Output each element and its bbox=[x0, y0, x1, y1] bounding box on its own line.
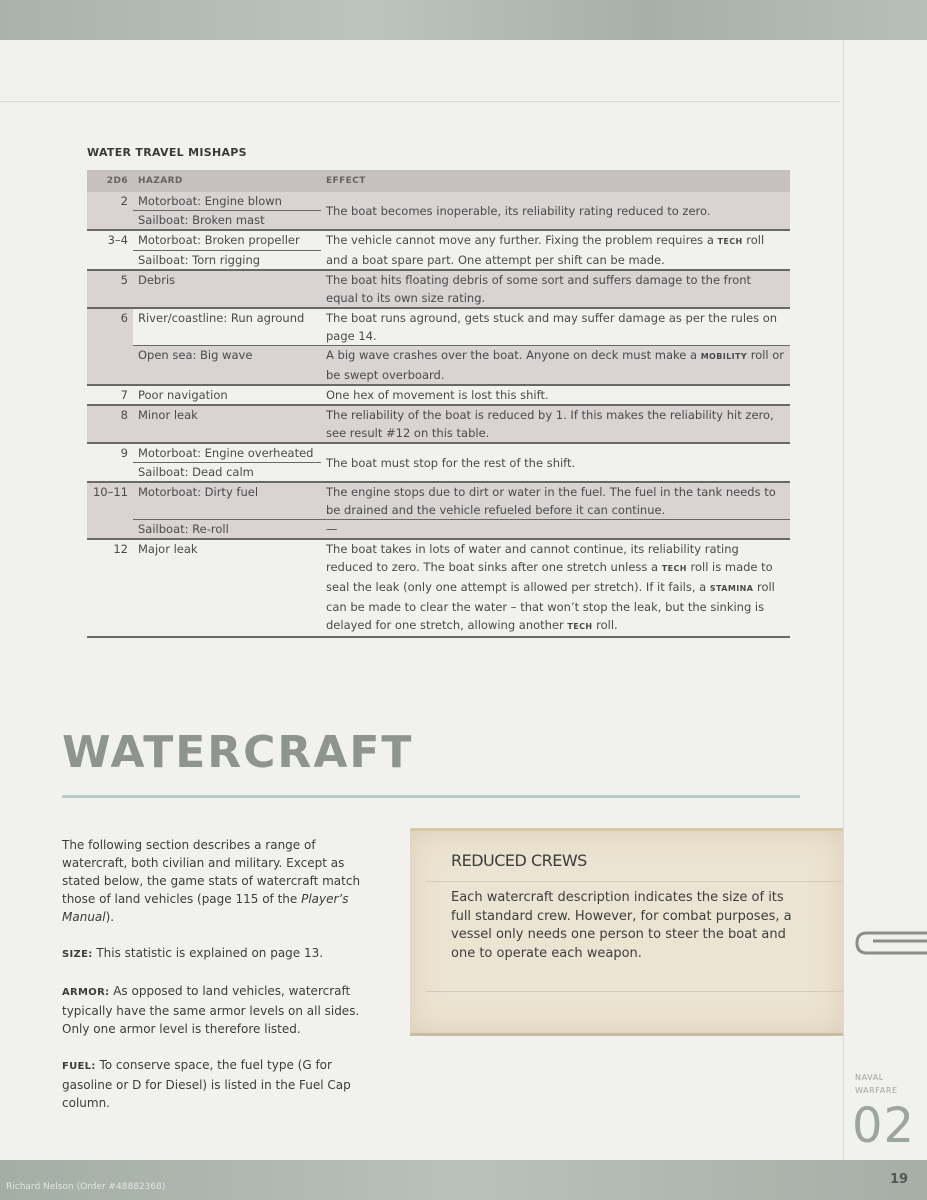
col-header-hazard: HAZARD bbox=[133, 170, 321, 192]
book-reference: Player’s Manual bbox=[62, 892, 349, 924]
table-row bbox=[87, 346, 790, 386]
hazard-cell: Motorboat: Dirty fuel bbox=[133, 482, 321, 520]
chapter-label bbox=[855, 1071, 898, 1097]
table-row bbox=[87, 405, 790, 443]
hazard-cell: Debris bbox=[133, 270, 321, 308]
page-number: 19 bbox=[890, 1172, 909, 1187]
effect-text: roll can be made to clear the water – that won’t stop the leak, but the sinking is delayed for one stretch, allowing another bbox=[326, 580, 775, 632]
section-title: WATERCRAFT bbox=[62, 727, 414, 778]
paperclip-icon bbox=[853, 925, 927, 961]
mishaps-table bbox=[87, 170, 790, 638]
title-rule bbox=[62, 795, 800, 798]
skill-name: TECH bbox=[567, 622, 593, 631]
armor-paragraph bbox=[62, 982, 384, 1038]
hazard-cell: River/coastline: Run aground bbox=[133, 308, 321, 346]
skill-name: MOBILITY bbox=[700, 352, 748, 361]
table-row bbox=[87, 482, 790, 520]
roll-cell: 10–11 bbox=[87, 482, 133, 539]
fuel-text: To conserve space, the fuel type (G for gasoline or D for Diesel) is listed in the Fuel Cap column. bbox=[62, 1058, 351, 1110]
intro-text: The following section describes a range of watercraft, both civilian and military. Except as stated below, the game stats of watercraft match those of land vehicles (page 115 of the bbox=[62, 838, 361, 906]
effect-cell: The reliability of the boat is reduced by 1. If this makes the reliability hit zero, see result #12 on this table. bbox=[321, 405, 790, 443]
hazard-cell: Poor navigation bbox=[133, 385, 321, 405]
table-row bbox=[87, 539, 790, 637]
hazard-cell: Minor leak bbox=[133, 405, 321, 443]
fuel-label: FUEL: bbox=[62, 1061, 96, 1072]
footer-watermark: Richard Nelson (Order #48882368) bbox=[6, 1182, 166, 1192]
effect-cell bbox=[321, 230, 790, 270]
col-header-2d6: 2D6 bbox=[87, 170, 133, 192]
table-row bbox=[87, 520, 790, 540]
body-text bbox=[62, 836, 384, 1130]
hazard-cell: Open sea: Big wave bbox=[133, 346, 321, 386]
roll-cell: 2 bbox=[87, 192, 133, 230]
effect-text: The boat takes in lots of water and cannot continue, its reliability rating reduced to zero. The boat sinks after one stretch unless a bbox=[326, 542, 739, 574]
skill-name: TECH bbox=[661, 564, 687, 573]
roll-cell: 12 bbox=[87, 539, 133, 637]
roll-cell: 7 bbox=[87, 385, 133, 405]
sidebar-rule bbox=[426, 991, 843, 992]
intro-paragraph bbox=[62, 836, 384, 926]
armor-text: As opposed to land vehicles, watercraft typically have the same armor levels on all sides. Only one armor level is therefore listed. bbox=[62, 984, 360, 1036]
chapter-number: 02 bbox=[852, 1098, 916, 1154]
chapter-label-line: NAVAL bbox=[855, 1073, 884, 1082]
effect-text: The vehicle cannot move any further. Fixing the problem requires a bbox=[326, 233, 718, 247]
table-row bbox=[87, 308, 790, 346]
table-header-row bbox=[87, 170, 790, 192]
hazard-cell: Motorboat: Broken propeller bbox=[133, 230, 321, 250]
roll-cell: 8 bbox=[87, 405, 133, 443]
chapter-label-line: WARFARE bbox=[855, 1086, 898, 1095]
table-row bbox=[87, 443, 790, 463]
effect-text: A big wave crashes over the boat. Anyone on deck must make a bbox=[326, 348, 701, 362]
hazard-cell: Sailboat: Re-roll bbox=[133, 520, 321, 540]
reduced-crews-sidebar bbox=[410, 828, 843, 1036]
armor-label: ARMOR: bbox=[62, 987, 110, 998]
effect-text: roll. bbox=[592, 618, 618, 632]
effect-cell: — bbox=[321, 520, 790, 540]
table-row bbox=[87, 192, 790, 211]
guide-line bbox=[0, 101, 840, 102]
hazard-cell: Sailboat: Broken mast bbox=[133, 211, 321, 231]
hazard-cell: Motorboat: Engine overheated bbox=[133, 443, 321, 463]
size-text: This statistic is explained on page 13. bbox=[92, 946, 324, 960]
effect-cell: The boat must stop for the rest of the shift. bbox=[321, 443, 790, 482]
top-banner bbox=[0, 0, 927, 40]
col-header-effect: EFFECT bbox=[321, 170, 790, 192]
table-title: WATER TRAVEL MISHAPS bbox=[87, 146, 247, 159]
table-row bbox=[87, 385, 790, 405]
effect-cell: One hex of movement is lost this shift. bbox=[321, 385, 790, 405]
roll-cell: 9 bbox=[87, 443, 133, 482]
size-paragraph bbox=[62, 944, 384, 964]
effect-text: roll is made to seal the leak (only one attempt is allowed per stretch). If it fails, a bbox=[326, 560, 773, 594]
skill-name: STAMINA bbox=[709, 584, 754, 593]
hazard-cell: Sailboat: Dead calm bbox=[133, 463, 321, 483]
effect-text: roll or be swept overboard. bbox=[326, 348, 785, 382]
table-row bbox=[87, 270, 790, 308]
guide-line bbox=[843, 40, 844, 1160]
intro-text: ). bbox=[105, 910, 115, 924]
effect-cell: The boat becomes inoperable, its reliability rating reduced to zero. bbox=[321, 192, 790, 230]
roll-cell: 3–4 bbox=[87, 230, 133, 270]
fuel-paragraph bbox=[62, 1056, 384, 1112]
effect-cell: The boat runs aground, gets stuck and may suffer damage as per the rules on page 14. bbox=[321, 308, 790, 346]
effect-cell: The engine stops due to dirt or water in the fuel. The fuel in the tank needs to be drained and the vehicle refueled before it can continue. bbox=[321, 482, 790, 520]
hazard-cell: Motorboat: Engine blown bbox=[133, 192, 321, 211]
roll-cell: 6 bbox=[87, 308, 133, 385]
sidebar-rule bbox=[426, 881, 843, 882]
sidebar-title: REDUCED CREWS bbox=[451, 851, 587, 870]
effect-cell bbox=[321, 346, 790, 386]
bottom-banner bbox=[0, 1160, 927, 1200]
table-row bbox=[87, 230, 790, 250]
sidebar-text: Each watercraft description indicates the size of its full standard crew. However, for combat purposes, a vessel only needs one person to steer the boat and one to operate each weapon. bbox=[451, 890, 792, 961]
size-label: SIZE: bbox=[62, 949, 93, 960]
hazard-cell: Major leak bbox=[133, 539, 321, 637]
hazard-cell: Sailboat: Torn rigging bbox=[133, 250, 321, 270]
effect-cell: The boat hits floating debris of some sort and suffers damage to the front equal to its own size rating. bbox=[321, 270, 790, 308]
roll-cell: 5 bbox=[87, 270, 133, 308]
skill-name: TECH bbox=[717, 237, 743, 246]
effect-cell bbox=[321, 539, 790, 637]
effect-text: roll and a boat spare part. One attempt per shift can be made. bbox=[326, 233, 765, 267]
